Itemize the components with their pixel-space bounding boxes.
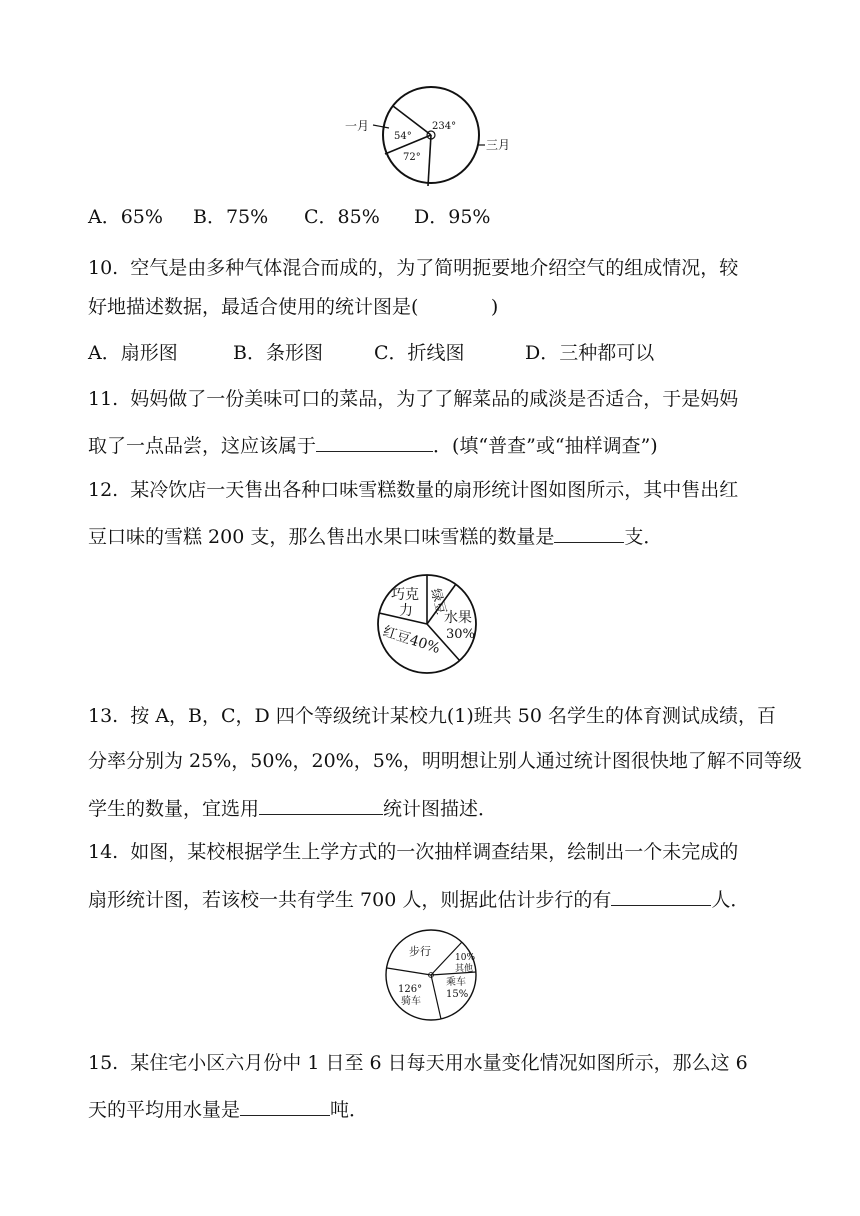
q11-line-2-start: 取了一点品尝，这应该属于 [88, 435, 317, 457]
q12-line-2-end: 支． [624, 526, 663, 548]
transport-label-other: 其他 [455, 964, 474, 974]
q10-option-c: C．折线图 [374, 342, 465, 364]
q11-answer-blank[interactable] [316, 432, 433, 452]
q13-line-2: 分率分别为 25%，50%，20%，5%，明明想让别人通过统计图很快地了解不同等级 [88, 750, 802, 772]
month-label-january: 一月 [345, 119, 370, 133]
q15-answer-blank[interactable] [240, 1096, 330, 1116]
q9-option-b: B．75% [193, 206, 269, 228]
q14-line-2 [88, 886, 749, 912]
transport-pie-figure [380, 928, 490, 1028]
q9-option-d: D．95% [414, 206, 491, 228]
month-label-march: 三月 [486, 138, 511, 152]
q11-line-2 [88, 432, 658, 458]
transport-label-bus-pct: 15% [446, 989, 469, 1000]
q15-line-1: 15. 某住宅小区六月份中 1 日至 6 日每天用水量变化情况如图所示，那么这 6 [88, 1052, 748, 1074]
transport-label-bike: 骑车 [401, 996, 421, 1007]
q12-answer-blank[interactable] [554, 523, 624, 543]
angle-label-72: 72° [403, 152, 421, 163]
q13-line-3-start: 学生的数量，宜选用 [88, 798, 260, 820]
icecream-label-chocolate-2: 力 [399, 603, 413, 619]
q10-line-1: 10. 空气是由多种气体混合而成的，为了简明扼要地介绍空气的组成情况，较 [88, 257, 739, 279]
icecream-label-chocolate-1: 巧克 [391, 587, 419, 603]
q14-line-1: 14. 如图，某校根据学生上学方式的一次抽样调查结果，绘制出一个未完成的 [88, 841, 739, 863]
q15-line-2-start: 天的平均用水量是 [88, 1099, 241, 1121]
transport-pie-line-bottom [431, 975, 441, 1019]
q14-line-2-end: 人． [711, 889, 750, 911]
icecream-label-redbean: 红豆40% [380, 623, 442, 658]
q12-line-2 [88, 523, 662, 549]
q10-option-b: B．条形图 [233, 342, 323, 364]
transport-label-walk: 步行 [409, 945, 431, 958]
q13-line-3 [88, 795, 497, 821]
q10-option-a: A．扇形图 [88, 342, 178, 364]
q13-answer-blank[interactable] [259, 795, 383, 815]
q9-option-a: A．65% [88, 206, 163, 228]
transport-pie-line-left [387, 968, 431, 975]
q12-line-2-start: 豆口味的雪糕 200 支，那么售出水果口味雪糕的数量是 [88, 526, 555, 548]
month-pie-line-a [428, 135, 431, 186]
month-pie-figure [335, 82, 535, 192]
transport-label-bike-angle: 126° [398, 984, 423, 995]
q13-line-1: 13. 按 A，B，C，D 四个等级统计某校九(1)班共 50 名学生的体育测试成绩，百 [88, 705, 777, 727]
q13-line-3-end: 统计图描述． [383, 798, 498, 820]
month-pie-leader-left [373, 125, 389, 128]
transport-label-bus: 乘车 [446, 977, 466, 988]
angle-label-234: 234° [432, 121, 457, 132]
q11-line-1: 11. 妈妈做了一份美味可口的菜品，为了了解菜品的咸淡是否适合，于是妈妈 [88, 388, 739, 410]
q10-option-d: D．三种都可以 [525, 342, 655, 364]
q15-line-2 [88, 1096, 368, 1122]
q12-line-1: 12. 某冷饮店一天售出各种口味雪糕数量的扇形统计图如图所示，其中售出红 [88, 479, 739, 501]
q10-line-2: 好地描述数据，最适合使用的统计图是( ) [88, 296, 499, 318]
icecream-label-fruit: 水果 [444, 610, 472, 626]
q9-option-c: C．85% [304, 206, 380, 228]
angle-label-54: 54° [394, 131, 412, 142]
q11-line-2-end: ．(填“普查”或“抽样调查”) [433, 435, 658, 457]
q15-line-2-end: 吨． [330, 1099, 369, 1121]
transport-label-other-pct: 10% [455, 953, 476, 963]
q14-answer-blank[interactable] [611, 886, 711, 906]
icecream-label-fruit-pct: 30% [446, 627, 475, 642]
icecream-pie-figure [370, 570, 490, 680]
q14-line-2-start: 扇形统计图，若该校一共有学生 700 人，则据此估计步行的有 [88, 889, 612, 911]
icecream-label-mungbean: 绿豆 [427, 587, 449, 617]
